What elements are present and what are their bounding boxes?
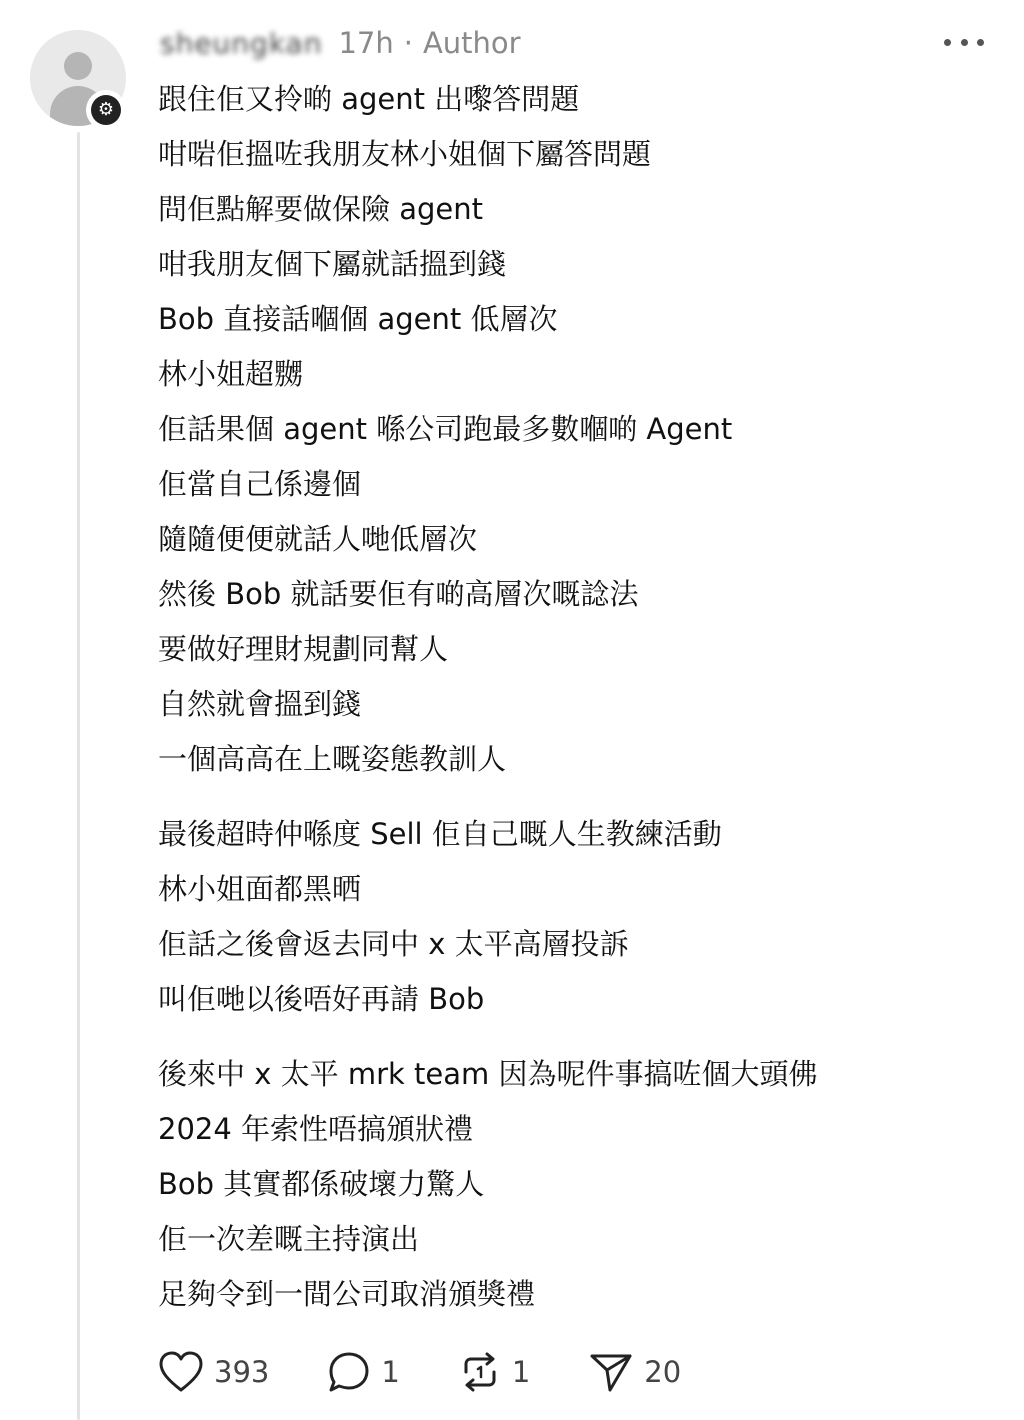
post-time: 17h: [338, 26, 394, 60]
post-line: Bob 其實都係破壞力驚人: [158, 1167, 485, 1201]
repost-count: 1: [511, 1355, 531, 1389]
post-header: [160, 22, 521, 64]
share-button[interactable]: [588, 1350, 681, 1394]
post-line: 林小姐面都黑晒: [158, 872, 362, 906]
post-line: Bob 直接話嗰個 agent 低層次: [158, 302, 558, 336]
post-line: 佢一次差嘅主持演出: [158, 1222, 420, 1256]
action-bar: [158, 1346, 739, 1398]
post-line: 最後超時仲喺度 Sell 佢自己嘅人生教練活動: [158, 817, 722, 851]
post-line: 2024 年索性唔搞頒狀禮: [158, 1112, 474, 1146]
share-count: 20: [644, 1355, 682, 1389]
send-icon: [588, 1350, 634, 1394]
post-line: 跟住佢又拎啲 agent 出嚟答問題: [158, 82, 580, 116]
post-line: 後來中 x 太平 mrk team 因為呢件事搞咗個大頭佛: [158, 1057, 818, 1091]
meta-separator: ·: [403, 26, 413, 60]
more-dot: [977, 39, 984, 46]
repost-button[interactable]: [458, 1350, 530, 1394]
avatar-badge: [86, 90, 126, 130]
heart-icon: [158, 1350, 204, 1394]
post-line: 叫佢哋以後唔好再請 Bob: [158, 982, 485, 1016]
like-button[interactable]: [158, 1350, 269, 1394]
reply-count: 1: [381, 1355, 400, 1389]
post-line: 足夠令到一間公司取消頒獎禮: [158, 1277, 536, 1311]
more-dot: [961, 39, 968, 46]
post-line: 問佢點解要做保險 agent: [158, 192, 483, 226]
more-dot: [944, 39, 951, 46]
avatar-head: [64, 52, 92, 80]
post-line: 要做好理財規劃同幫人: [158, 632, 449, 666]
repost-icon: [458, 1350, 502, 1394]
post-line: 然後 Bob 就話要佢有啲高層次嘅諗法: [158, 577, 639, 611]
post-line: 佢話果個 agent 喺公司跑最多數嗰啲 Agent: [158, 412, 733, 446]
author-label: Author: [422, 26, 521, 60]
reply-button[interactable]: [327, 1350, 399, 1394]
post-line: 咁我朋友個下屬就話搵到錢: [158, 247, 507, 281]
post-line: 一個高高在上嘅姿態教訓人: [158, 742, 507, 776]
post-line: 林小姐超嬲: [158, 357, 304, 391]
comment-icon: [327, 1350, 371, 1394]
post-line: 咁啱佢搵咗我朋友林小姐個下屬答問題: [158, 137, 652, 171]
post-line: 佢話之後會返去同中 x 太平高層投訴: [158, 927, 629, 961]
post-line: 佢當自己係邊個: [158, 467, 362, 501]
like-count: 393: [214, 1355, 270, 1389]
gear-icon: ⚙: [91, 95, 121, 125]
thread-line: [77, 132, 80, 1420]
post-line: 隨隨便便就話人哋低層次: [158, 522, 478, 556]
more-icon[interactable]: [944, 30, 984, 54]
post-line: 自然就會搵到錢: [158, 687, 362, 721]
username[interactable]: sheungkan: [160, 26, 323, 60]
